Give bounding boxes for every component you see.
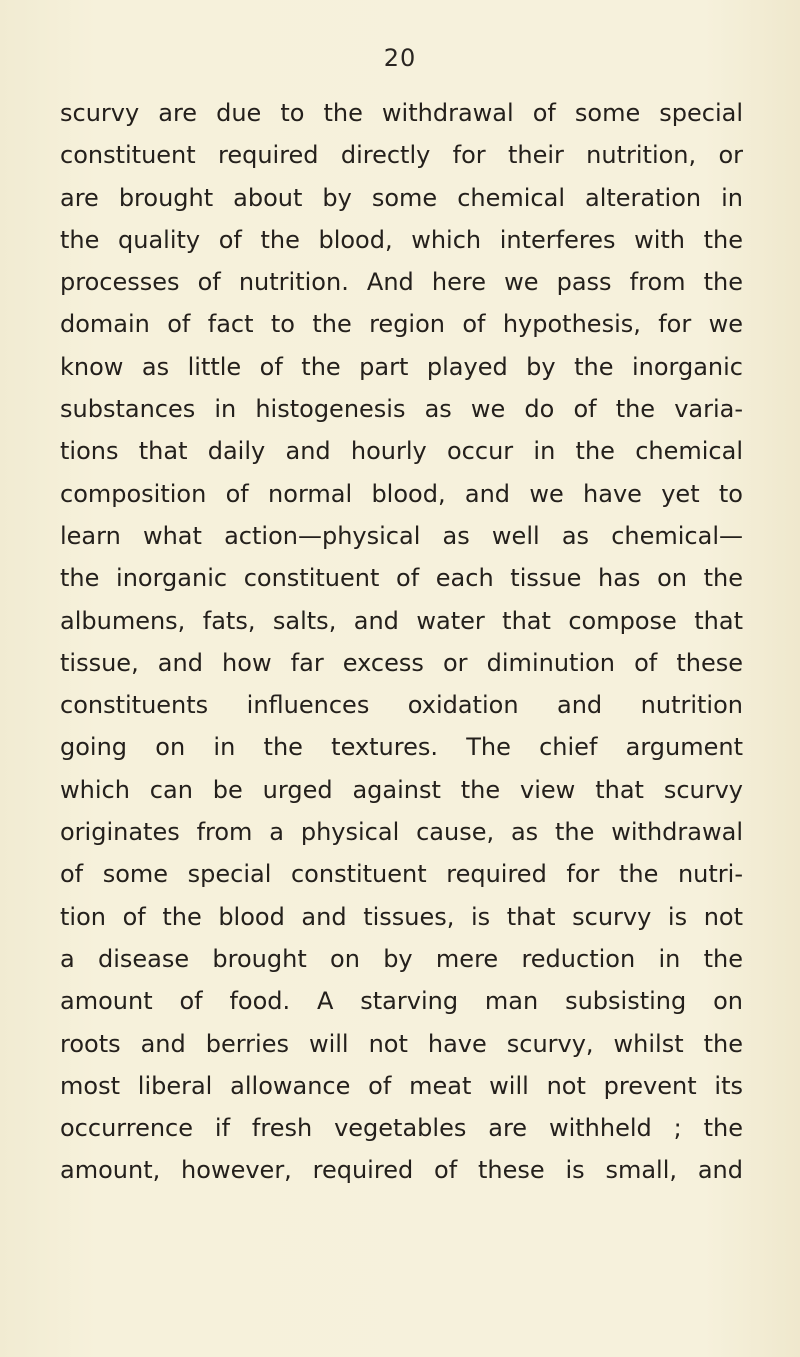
text-line: constituents influences oxidation and nutrition — [60, 691, 743, 720]
text-line: tion of the blood and tissues, is that scurvy is not — [60, 902, 743, 931]
text-line: occurrence if fresh vegetables are withheld ; the — [60, 1114, 743, 1143]
text-line: most liberal allowance of meat will not prevent its — [60, 1071, 743, 1100]
body-paragraph — [60, 92, 743, 1192]
text-line: amount, however, required of these is small, and — [60, 1156, 743, 1185]
text-line: tions that daily and hourly occur in the chemical — [60, 437, 743, 466]
text-line: of some special constituent required for the nutri- — [60, 860, 743, 889]
text-line: tissue, and how far excess or diminution of these — [60, 648, 743, 677]
text-line: substances in histogenesis as we do of the varia- — [60, 395, 743, 424]
text-line: roots and berries will not have scurvy, whilst the — [60, 1029, 743, 1058]
text-line: are brought about by some chemical alteration in — [60, 183, 743, 212]
text-line: amount of food. A starving man subsisting on — [60, 987, 743, 1016]
text-line: the inorganic constituent of each tissue has on the — [60, 564, 743, 593]
text-line: scurvy are due to the withdrawal of some special — [60, 99, 743, 127]
text-line: albumens, fats, salts, and water that compose that — [60, 606, 743, 635]
text-line: the quality of the blood, which interferes with the — [60, 225, 743, 254]
text-line: which can be urged against the view that scurvy — [60, 775, 743, 804]
text-line: domain of fact to the region of hypothesis, for we — [60, 310, 743, 339]
text-line: know as little of the part played by the inorganic — [60, 352, 743, 381]
text-line: originates from a physical cause, as the withdrawal — [60, 818, 743, 847]
text-line: constituent required directly for their nutrition, or — [60, 141, 743, 170]
text-line: learn what action—physical as well as chemical— — [60, 521, 743, 550]
text-line: composition of normal blood, and we have yet to — [60, 479, 743, 508]
page-number: 20 — [383, 44, 417, 72]
text-line: a disease brought on by mere reduction in the — [60, 944, 743, 973]
text-line: processes of nutrition. And here we pass from the — [60, 268, 743, 297]
text-line: going on in the textures. The chief argument — [60, 733, 743, 762]
